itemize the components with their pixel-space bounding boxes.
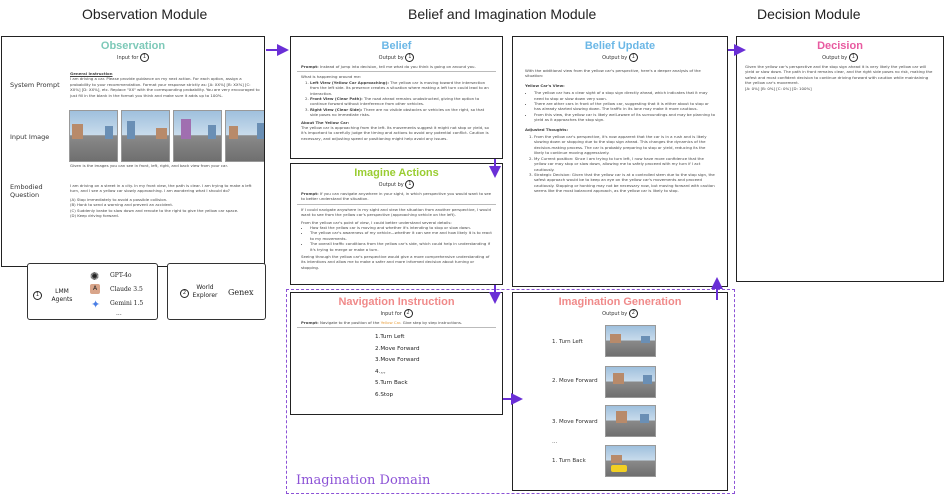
- question-option: (B) Honk to send a warning and prevent an accident.: [70, 202, 174, 208]
- imagine-para: From the yellow car's point of view, I could better understand several details:: [301, 219, 452, 225]
- output-by-text: Output by: [602, 55, 628, 61]
- openai-icon: ✺: [90, 270, 100, 283]
- gen-row-label: 1. Turn Back: [552, 458, 586, 464]
- badge-1: 1: [140, 53, 149, 62]
- belief-update-intro: With the additional view from the yellow car's perspective, here's a deeper analysis of the situation:: [525, 68, 701, 79]
- imagine-para: If I could navigate anywhere in my sight and view the situation from another perspective, I would want to see from the yellow car's perspective (approaching vehicle on the left).: [301, 206, 491, 218]
- badge-2: 2: [180, 289, 189, 298]
- badge-1: 1: [405, 180, 414, 189]
- model-more: ...: [116, 310, 122, 317]
- prompt-text: Instead of jump into decision, tell me what do you think is going on around you.: [319, 64, 476, 69]
- imagine-bullet: • How fast the yellow car is moving and whether it's intending to stop or slow down.: [310, 225, 492, 230]
- imagine-bullet: • The overall traffic conditions from the yellow car's side, which could help in understanding if it's trying to merge or make a turn.: [310, 241, 492, 252]
- prompt-text: If you can navigate anywhere in your sight, in which perspective you would want to see to better understand the situation.: [301, 191, 492, 202]
- output-by-text: Output by: [602, 311, 628, 317]
- output-by-text: Output by: [378, 182, 404, 188]
- view-bullet: • The yellow car has a clear sight of a stop sign directly ahead, which indicates that it may need to stop or slow down very soon.: [534, 90, 715, 101]
- imagination-domain-label: Imagination Domain: [296, 473, 431, 488]
- prompt-text: Navigate to the position of the: [319, 320, 380, 325]
- belief-update-title: Belief Update: [584, 40, 656, 52]
- belief-item-text: The road ahead remains unobstructed, giving the option to continue forward without interference from other vehicles.: [310, 96, 480, 107]
- gen-row-label: 3. Move Forward: [552, 419, 598, 425]
- belief-item-text: The yellow car is moving toward the intersection from the left side. Its presence creates a situation where making a left turn could lead to an interaction.: [310, 79, 489, 96]
- question-option: (C) Suddenly brake to slow down and reroute to the right to give the yellow car space.: [70, 207, 239, 213]
- model-gemini: Gemini 1.5: [110, 300, 144, 307]
- nav-step: 5.Turn Back: [375, 380, 408, 387]
- badge-2: 2: [629, 309, 638, 318]
- image-caption: Given is the images you can see in front, left, right, and back view from your car.: [70, 163, 228, 168]
- decision-text: Given the yellow car's perspective and the stop sign ahead it is very likely the yellow car will yield or slow down. The path in front remains clear, and the right side poses no risk, making the safest and most confident decision to continue driving forward with caution while maintaining the yellow car's movement.: [745, 64, 933, 86]
- gemini-icon: ✦: [91, 298, 101, 311]
- badge-1: 1: [849, 53, 858, 62]
- prompt-text: . Give step by step instructions.: [400, 320, 463, 325]
- badge-1: 1: [33, 291, 42, 300]
- belief-item-head: Front View (Clear Path):: [310, 96, 363, 102]
- anthropic-icon: A: [90, 284, 100, 294]
- adjusted-item: 3. Strategic Decision: Given that the yellow car is at a controlled stem due to the stop sign, the safest approach would be to keep an eye on the yellow car's movements and proceed cautiously. Stopping or honking may not be necessary now, but moving forward with caution seems like the most balanced approach, as the yellow car is likely to stop.: [534, 172, 715, 194]
- output-by-text: Output by: [822, 55, 848, 61]
- belief-item-head: Right View (Clear Side):: [310, 106, 363, 112]
- belief-title: Belief: [381, 40, 412, 52]
- decision-title: Decision: [817, 40, 863, 52]
- prompt-label: Prompt:: [301, 320, 319, 325]
- about-text: The yellow car is approaching from the left. Its movements suggest it might not stop or yield, so it's important to carefully judge the timing and actions to avoid any potential conflict. Caution is necessary, and adjusting speed or positioning might help avoid any issues.: [301, 125, 489, 141]
- nav-step: 4.,,,: [375, 368, 386, 375]
- decision-answer: [A: 0%] [B: 0%] [C: 0%] [D: 100%]: [745, 85, 812, 91]
- about-heading: About The Yellow Car:: [301, 119, 350, 125]
- imagine-para: Seeing through the yellow car's perspective would give a more comprehensive understanding of its intentions and allow me to make a safer and more informed decision about turning or stopping.: [301, 254, 490, 270]
- adjusted-item: 2. My Current position: Since I am trying to turn left, I now have more confidence that the yellow car may stop or slow down, allowing me to safely proceed with my turn if I act cautiously.: [534, 156, 715, 172]
- lmm-agents-label: LMM Agents: [51, 288, 73, 303]
- model-claude: Claude 3.5: [110, 286, 143, 293]
- output-by-text: Output by: [378, 55, 404, 61]
- navigation-title: Navigation Instruction: [338, 296, 455, 308]
- embodied-question-label: Embodied Question: [10, 183, 43, 199]
- imagine-bullet: • The yellow car's awareness of my vehicle—whether it can see me and how likely it is to react to my movements.: [310, 230, 492, 241]
- nav-step: 2.Move Forward: [375, 345, 420, 352]
- gen-row-label: 2. Move Forward: [552, 378, 598, 384]
- yellow-car-link: Yellow Car: [380, 320, 401, 325]
- nav-step: 6.Stop: [375, 391, 394, 398]
- observation-module-title: Observation Module: [82, 6, 208, 22]
- prompt-label: Prompt:: [301, 191, 319, 196]
- question-option: (A) Stop immediately to avoid a possible collision.: [70, 196, 168, 202]
- input-image-label: Input Image: [10, 133, 50, 141]
- adjusted-item: 1. From the yellow car's perspective, it's now apparent that the car is in a rush and is likely slowing down or stopping due to the stop sign ahead. This changes the dynamics of the decision-making process. The car is probably preparing to stop or yield, reducing its the likely to continue moving aggressively.: [534, 134, 715, 156]
- view-bullet: • There are other cars in front of the yellow car, suggesting that it is either about to stop or has already started slowing down. The traffic in its lane may make it more cautious.: [534, 101, 715, 112]
- general-instruction-body: I am driving a car. Please provide guidance on my next action. For each option, assign a probability to your recommendation. Format your response strictly as: [A: XX%] [B: XX%] [C: XX%] [D: XX%], etc. Replace "XX" with the corresponding probability. You are very encouraged to just fill in the blank in the format you think and make sure it adds up to 100%.: [70, 76, 260, 98]
- badge-1: 1: [629, 53, 638, 62]
- answer-intro: What is happening around me:: [301, 74, 362, 80]
- belief-item-head: Left View (Yellow Car Approaching):: [310, 79, 389, 85]
- nav-step: 1.Turn Left: [375, 334, 405, 341]
- question-text: I am driving on a street in a city. In my front view, the path is clear. I am trying to make a left turn, and I see a yellow car slowly approaching. I am wondering what I should do?: [70, 183, 252, 194]
- badge-1: 1: [405, 53, 414, 62]
- view-heading: Yellow Car's View:: [525, 82, 565, 88]
- imagine-title: Imagine Actions: [354, 167, 439, 179]
- input-for-text: Input for: [116, 55, 139, 61]
- general-instruction-heading: General Instruction: [70, 71, 113, 76]
- imagination-gen-title: Imagination Generation: [558, 296, 682, 308]
- prompt-label: Prompt:: [301, 64, 319, 69]
- input-for-text: Input for: [380, 311, 402, 317]
- gen-row-ellipsis: ...: [552, 439, 558, 445]
- view-bullet: • From this view, the yellow car is likely well-aware of its surroundings and may be planning to yield as it approaches the stop sign.: [534, 112, 715, 123]
- nav-step: 3.Move Forward: [375, 357, 420, 364]
- gen-row-label: 1. Turn Left: [552, 339, 583, 345]
- belief-item-text: There are no visible obstacles or vehicles on the right, so that side poses no immediate risks.: [310, 106, 485, 118]
- observation-title: Observation: [100, 40, 166, 52]
- question-option: (D) Keep driving forward.: [70, 213, 119, 219]
- system-prompt-label: System Prompt: [10, 81, 60, 89]
- belief-imagination-module-title: Belief and Imagination Module: [408, 6, 597, 22]
- decision-module-title: Decision Module: [757, 6, 861, 22]
- badge-2: 2: [404, 309, 413, 318]
- model-gpt: GPT-4o: [110, 272, 132, 279]
- genex-label: Genex: [228, 288, 254, 297]
- world-explorer-label: World Explorer: [192, 284, 218, 299]
- adjusted-heading: Adjusted Thoughts:: [525, 126, 569, 132]
